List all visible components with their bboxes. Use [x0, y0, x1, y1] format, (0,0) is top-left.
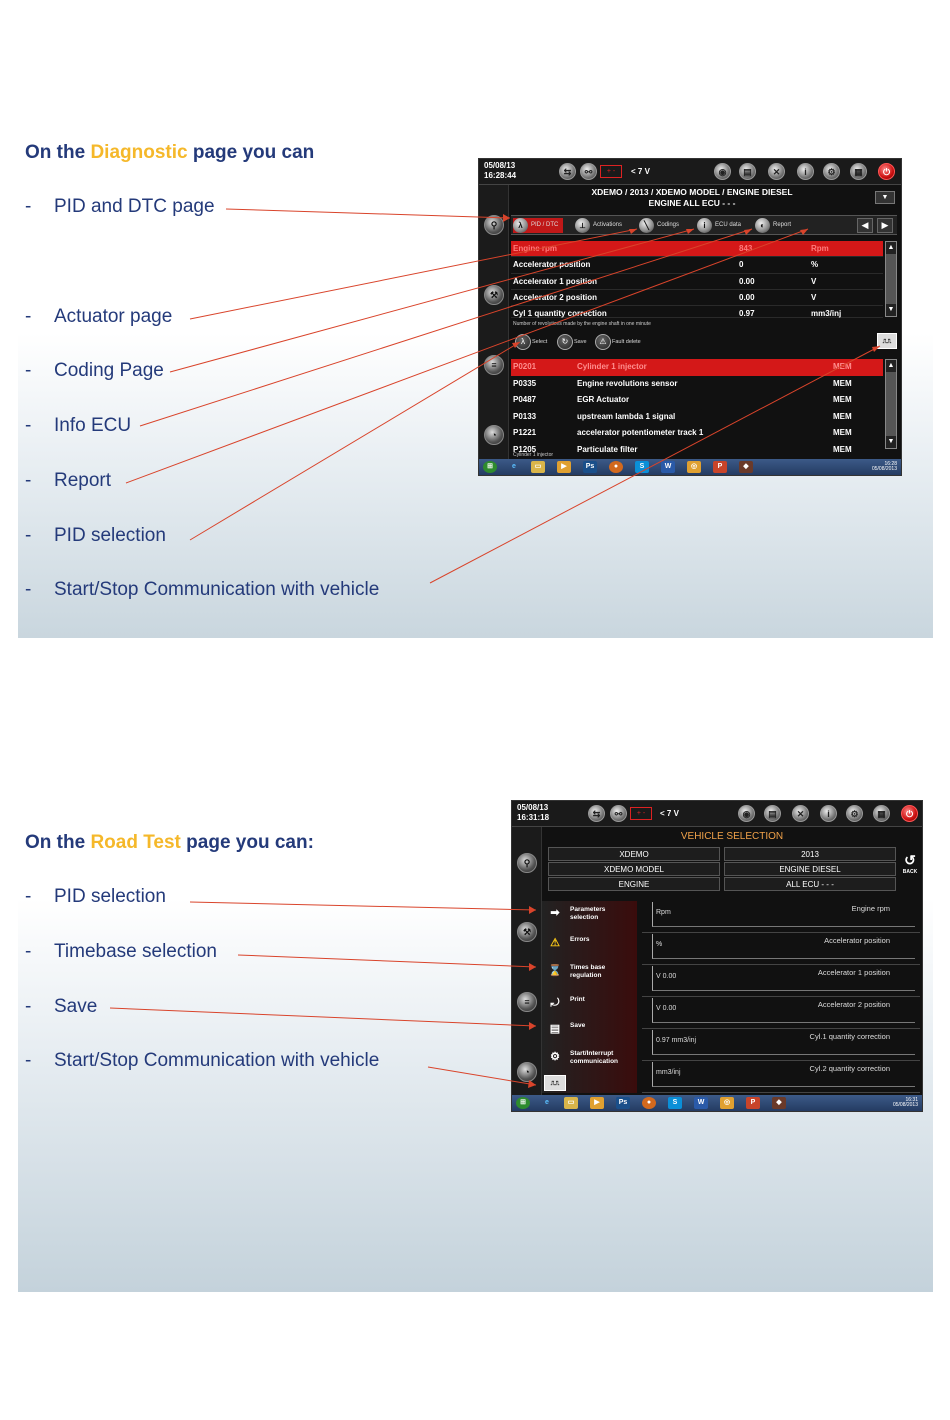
battery-icon: + - [600, 165, 622, 178]
menu-label: Print [570, 996, 585, 1003]
dtc-status: MEM [833, 395, 852, 404]
fault-delete-button[interactable] [595, 334, 641, 350]
photoshop-icon[interactable]: Ps [616, 1097, 630, 1109]
dtc-desc: Engine revolutions sensor [577, 378, 678, 388]
graph-title: Cyl.1 quantity correction [809, 1032, 890, 1041]
vehicle-ecu[interactable]: ALL ECU - - - [724, 877, 896, 891]
start-stop-communication-button[interactable]: ⎍⎍ [877, 333, 897, 349]
list-item [25, 886, 166, 908]
pid-name: Engine rpm [513, 244, 558, 253]
app-icon[interactable]: ◆ [772, 1097, 786, 1109]
pid-value: 0.00 [739, 292, 755, 302]
list-item [25, 996, 97, 1018]
save-button[interactable] [557, 334, 587, 350]
list-dash: - [25, 579, 32, 600]
pid-unit: % [811, 260, 819, 270]
link-icon[interactable]: ⚯ [580, 163, 597, 180]
list-dash: - [25, 886, 32, 907]
dtc-desc: Cylinder 1 injector [577, 362, 647, 371]
info-icon[interactable]: i [797, 163, 814, 180]
usb-icon[interactable]: ⇆ [588, 805, 605, 822]
graph-accelerator-1-position [642, 965, 920, 997]
dtc-code: P0133 [513, 411, 537, 421]
graph-accelerator-position [642, 933, 920, 965]
list-item-label: PID and DTC page [54, 196, 215, 217]
tab-pid-dtc[interactable] [513, 218, 563, 233]
database-icon[interactable]: ≡ [517, 992, 537, 1012]
pid-icon: λ [513, 218, 528, 233]
app-icon[interactable]: ◆ [739, 461, 753, 473]
communication-icon: ⚙ [550, 1051, 560, 1063]
tools-icon[interactable]: ✕ [768, 163, 785, 180]
list-item-label: Coding Page [54, 360, 164, 381]
tab-label: Activations [593, 222, 623, 228]
heading-text: page you can: [180, 832, 314, 853]
list-dash: - [25, 1050, 32, 1071]
graph-engine-rpm [642, 901, 920, 933]
start-icon[interactable]: ⊞ [483, 461, 497, 473]
taskbar [479, 459, 901, 475]
pid-value: 843 [739, 244, 753, 253]
table-row[interactable] [511, 241, 883, 257]
pid-value: 0.00 [739, 276, 755, 286]
info-icon[interactable]: i [820, 805, 837, 822]
table-row[interactable] [511, 359, 883, 376]
menu-icon[interactable]: ▦ [873, 805, 890, 822]
tab-label: ECU data [715, 222, 742, 228]
list-item-label: Timebase selection [54, 941, 217, 962]
graph-title: Accelerator 1 position [817, 968, 890, 977]
list-item-label: Actuator page [54, 306, 173, 327]
usb-icon[interactable]: ⇆ [559, 163, 576, 180]
button-label: Select [532, 339, 548, 345]
dtc-table [511, 359, 883, 454]
road-test-menu [542, 901, 637, 1093]
list-item [25, 941, 217, 963]
list-dash: - [25, 360, 32, 381]
table-row[interactable] [511, 425, 883, 442]
errors-button[interactable] [546, 933, 635, 955]
back-button[interactable] [901, 851, 919, 877]
pid-table [511, 241, 883, 319]
globe-icon[interactable]: ◉ [714, 163, 731, 180]
dtc-status: MEM [833, 444, 852, 454]
graph-title: Cyl.2 quantity correction [809, 1064, 890, 1073]
tray-date: 05/08/2013 [871, 466, 897, 472]
pid-name: Accelerator 2 position [513, 292, 598, 302]
dtc-code: P0201 [513, 362, 537, 371]
pid-value: 0 [739, 260, 744, 270]
dtc-desc: upstream lambda 1 signal [577, 411, 676, 421]
list-item [25, 470, 111, 492]
list-item-label: Start/Stop Communication with vehicle [54, 579, 380, 600]
settings-icon[interactable]: ⚙ [823, 163, 840, 180]
list-dash: - [25, 415, 32, 436]
datetime [484, 161, 516, 181]
database-icon[interactable]: ≡ [484, 355, 504, 375]
dtc-code: P0335 [513, 378, 537, 388]
tachometer-icon[interactable]: ◔ [484, 425, 504, 445]
print-icon[interactable]: ▤ [764, 805, 781, 822]
graph-accelerator-2-position [642, 997, 920, 1029]
wrench-icon[interactable]: ⚒ [484, 285, 504, 305]
warning-icon: ⚠ [550, 937, 560, 949]
vehicle-model[interactable]: XDEMO MODEL [548, 862, 720, 876]
pid-toolbar [511, 331, 897, 353]
table-row[interactable] [511, 376, 883, 393]
pid-unit: mm3/inj [811, 309, 842, 319]
print-icon[interactable]: ▤ [739, 163, 756, 180]
app-icon[interactable]: ◎ [687, 461, 701, 473]
vehicle-title [513, 187, 871, 209]
pid-name: Cyl 1 quantity correction [513, 309, 607, 319]
skype-icon[interactable]: S [668, 1097, 682, 1109]
diagnostic-icon[interactable]: ⚲ [484, 215, 504, 235]
graph-unit: V 0.00 [656, 1005, 677, 1012]
road-test-graphs [642, 901, 920, 1091]
print-button[interactable] [546, 993, 635, 1015]
dtc-status: MEM [833, 362, 852, 371]
diagnostic-heading [25, 142, 314, 164]
pid-name: Accelerator position [513, 260, 591, 270]
select-icon: λ [515, 334, 531, 350]
tray-time: 16:28 [884, 461, 897, 467]
graph-title: Accelerator 2 position [817, 1000, 890, 1009]
list-item-label: Report [54, 470, 112, 491]
hourglass-icon: ⌛ [548, 965, 562, 977]
pid-scrollbar[interactable] [885, 241, 897, 317]
vehicle-selection-title: VEHICLE SELECTION [680, 831, 784, 842]
dtc-status: MEM [833, 378, 852, 388]
firefox-icon[interactable]: ● [609, 461, 623, 473]
graph-unit: 0.97 mm3/inj [656, 1037, 697, 1044]
info-icon: i [697, 218, 712, 233]
table-row[interactable] [511, 257, 883, 273]
graph-title: Engine rpm [851, 904, 890, 913]
table-row[interactable] [511, 392, 883, 409]
list-dash: - [25, 470, 32, 491]
dtc-status: MEM [833, 428, 852, 437]
vehicle-title-line: ENGINE ALL ECU - - - [648, 198, 736, 208]
vehicle-make[interactable]: XDEMO [548, 847, 720, 861]
menu-label: Parameters selection [570, 906, 606, 921]
dtc-status: MEM [833, 411, 852, 421]
save-icon: ↻ [557, 334, 573, 350]
parameters-selection-button[interactable] [546, 903, 635, 925]
button-label: Save [574, 339, 587, 345]
heading-highlight: Road Test [90, 832, 181, 853]
list-item [25, 415, 131, 437]
vehicle-year[interactable]: 2013 [724, 847, 896, 861]
graph-unit: mm3/inj [656, 1069, 681, 1076]
graph-unit: Rpm [656, 909, 671, 916]
system-tray [872, 462, 897, 472]
powerpoint-icon[interactable]: P [746, 1097, 760, 1109]
folder-icon[interactable]: ▭ [564, 1097, 578, 1109]
arrow-right-icon: ➡ [550, 907, 560, 919]
coding-icon: ╲ [639, 218, 654, 233]
list-item [25, 579, 379, 601]
chevron-down-icon[interactable]: ▼ [875, 191, 895, 204]
menu-label: Times base regulation [570, 964, 606, 979]
pid-unit: V [811, 292, 817, 302]
browser-icon[interactable]: e [545, 1099, 549, 1106]
tray-time: 16:31 [905, 1097, 918, 1103]
list-item [25, 196, 215, 218]
tab-label: PID / DTC [531, 222, 559, 228]
tab-ecu-data[interactable] [697, 218, 741, 233]
tachometer-icon[interactable]: ◔ [517, 1062, 537, 1082]
report-icon: ◐ [755, 218, 770, 233]
scroll-down-icon[interactable]: ▼ [886, 436, 896, 448]
save-button[interactable] [546, 1019, 635, 1041]
select-button[interactable] [515, 334, 547, 350]
datetime [517, 803, 549, 823]
skype-icon[interactable]: S [635, 461, 649, 473]
actuator-icon: ⟂ [575, 218, 590, 233]
photoshop-icon[interactable]: Ps [583, 461, 597, 473]
diagnostic-icon[interactable]: ⚲ [517, 853, 537, 873]
graph-title: Accelerator position [824, 936, 890, 945]
dtc-desc: Particulate filter [577, 444, 638, 454]
word-icon[interactable]: W [661, 461, 675, 473]
vehicle-system[interactable]: ENGINE [548, 877, 720, 891]
pid-name: Accelerator 1 position [513, 276, 598, 286]
voltage-label: < 7 V [660, 809, 679, 818]
graph-cyl2-quantity [642, 1061, 920, 1093]
globe-icon[interactable]: ◉ [738, 805, 755, 822]
menu-label: Save [570, 1022, 586, 1029]
side-bar [512, 827, 542, 1095]
table-row[interactable] [511, 442, 883, 454]
timebase-regulation-button[interactable] [546, 961, 635, 983]
browser-icon[interactable]: e [512, 463, 516, 470]
power-icon[interactable]: ⏻ [901, 805, 918, 822]
start-icon[interactable]: ⊞ [516, 1097, 530, 1109]
graph-unit: % [656, 941, 663, 948]
road-test-heading [25, 832, 314, 854]
heading-text: page you can [187, 142, 315, 163]
tray-date: 05/08/2013 [892, 1102, 918, 1108]
scroll-up-icon[interactable]: ▲ [886, 360, 896, 372]
time-label: 16:28:44 [484, 171, 517, 180]
top-bar [512, 801, 922, 827]
tab-label: Report [773, 222, 792, 228]
dtc-desc: EGR Actuator [577, 395, 630, 404]
dtc-description: Cylinder 1 injector [513, 452, 554, 458]
tab-label: Codings [657, 222, 680, 228]
table-row[interactable] [511, 306, 883, 318]
list-dash: - [25, 306, 32, 327]
dtc-code: P1221 [513, 428, 537, 437]
heading-text: On the [25, 142, 91, 163]
side-bar [479, 185, 509, 459]
folder-icon[interactable]: ▭ [531, 461, 545, 473]
graph-unit: V 0.00 [656, 973, 677, 980]
graph-cyl1-quantity [642, 1029, 920, 1061]
pid-unit: V [811, 276, 817, 286]
firefox-icon[interactable]: ● [642, 1097, 656, 1109]
list-dash: - [25, 996, 32, 1017]
list-item-label: Info ECU [54, 415, 132, 436]
heading-highlight: Diagnostic [90, 142, 188, 163]
warning-icon: ⚠ [595, 334, 611, 350]
tab-report[interactable] [755, 218, 791, 233]
list-item [25, 360, 164, 382]
vehicle-title-line: XDEMO / 2013 / XDEMO MODEL / ENGINE DIESEL [591, 187, 793, 197]
tools-icon[interactable]: ✕ [792, 805, 809, 822]
menu-label: Errors [570, 936, 590, 943]
powerpoint-icon[interactable]: P [713, 461, 727, 473]
tab-activations[interactable] [575, 218, 622, 233]
pid-unit: Rpm [811, 244, 829, 253]
time-label: 16:31:18 [517, 813, 550, 822]
menu-label: Start/Interrupt communication [570, 1050, 619, 1065]
list-dash: - [25, 196, 32, 217]
list-item [25, 525, 166, 547]
menu-icon[interactable]: ▦ [850, 163, 867, 180]
dtc-code: P1205 [513, 444, 537, 454]
list-item-label: Start/Stop Communication with vehicle [54, 1050, 380, 1071]
arrow-left-icon[interactable]: ◀ [857, 218, 873, 233]
media-icon[interactable]: ▶ [590, 1097, 604, 1109]
scroll-down-icon[interactable]: ▼ [886, 304, 896, 316]
list-item [25, 306, 172, 328]
wrench-icon[interactable]: ⚒ [517, 922, 537, 942]
dtc-code: P0487 [513, 395, 537, 404]
back-icon: ↺ [904, 852, 916, 868]
table-row[interactable] [511, 274, 883, 290]
diagnostic-screenshot [478, 158, 902, 476]
start-interrupt-communication-button[interactable] [546, 1047, 635, 1069]
list-item-label: PID selection [54, 525, 166, 546]
link-icon[interactable]: ⚯ [610, 805, 627, 822]
app-icon[interactable]: ◎ [720, 1097, 734, 1109]
pid-description: Number of revolutions made by the engine shaft in one minute [513, 321, 651, 327]
media-icon[interactable]: ▶ [557, 461, 571, 473]
button-label: Fault delete [612, 339, 641, 345]
print-icon: ⤾ [550, 997, 560, 1009]
arrow-right-icon[interactable]: ▶ [877, 218, 893, 233]
tab-codings[interactable] [639, 218, 679, 233]
pid-value: 0.97 [739, 309, 755, 319]
top-bar [479, 159, 901, 185]
scroll-up-icon[interactable]: ▲ [886, 242, 896, 254]
word-icon[interactable]: W [694, 1097, 708, 1109]
save-icon: ▤ [549, 1023, 561, 1035]
list-dash: - [25, 941, 32, 962]
vehicle-engine[interactable]: ENGINE DIESEL [724, 862, 896, 876]
road-test-screenshot [511, 800, 923, 1112]
heading-text: On the [25, 832, 91, 853]
list-dash: - [25, 525, 32, 546]
table-row[interactable] [511, 290, 883, 306]
back-label: BACK [902, 869, 918, 875]
table-row[interactable] [511, 409, 883, 426]
taskbar [512, 1095, 922, 1111]
system-tray [893, 1098, 918, 1108]
dtc-scrollbar[interactable] [885, 359, 897, 449]
tab-bar [511, 215, 897, 235]
power-icon[interactable]: ⏻ [878, 163, 895, 180]
dtc-desc: accelerator potentiometer track 1 [577, 428, 704, 437]
date-label: 05/08/13 [484, 161, 516, 170]
start-stop-communication-button[interactable]: ⎍⎍ [544, 1075, 566, 1091]
voltage-label: < 7 V [631, 167, 650, 176]
date-label: 05/08/13 [517, 803, 549, 812]
list-item-label: Save [54, 996, 98, 1017]
list-item [25, 1050, 379, 1072]
battery-icon: + - [630, 807, 652, 820]
settings-icon[interactable]: ⚙ [846, 805, 863, 822]
list-item-label: PID selection [54, 886, 166, 907]
